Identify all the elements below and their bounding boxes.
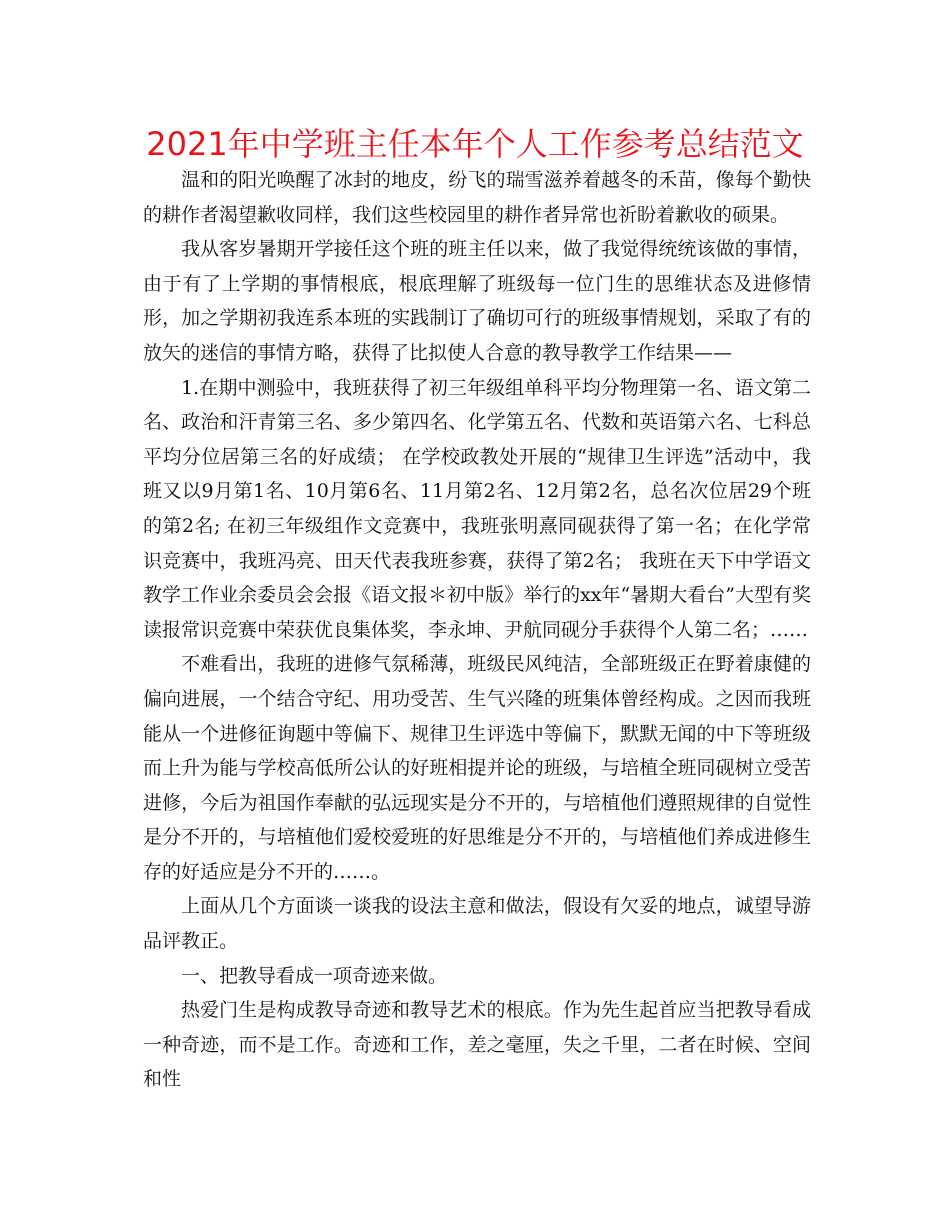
section-heading-one: 一、把教导看成一项奇迹来做。 xyxy=(181,964,448,987)
document-body xyxy=(143,163,811,1097)
paragraph-transition: 上面从几个方面谈一谈我的设法主意和做法，假设有欠妥的地点，诚望导游品评教正。 xyxy=(143,895,811,953)
paragraph-intro: 温和的阳光唤醒了冰封的地皮，纷飞的瑞雪滋养着越冬的禾苗，像每个勤快的耕作者渴望歉收同样，我们这些校园里的耕作者异常也祈盼着歉收的硕果。 xyxy=(143,169,811,226)
paragraph-achievements: 1.在期中测验中，我班获得了初三年级组单科平均分物理第一名、语文第二名、政治和汗青第三名、多少第四名、化学第五名、代数和英语第六名、七科总平均分位居第三名的好成绩； 在学校政教处开展的“规律卫生评选”活动中，我班又以9月第1名、10月第6名、11月第2名、12月第2名，总名次位居29个班的第2名; 在初三年级组作文竞赛中，我班张明熹同砚获得了第一名；在化学常识竞赛中，我班冯亮、田天代表我班参赛，获得了第2名； 我班在天下中学语文教学工作业余委员会会报《语文报＊初中版》举行的xx年“暑期大看台”大型有奖读报常识竞赛中荣获优良集体奖，李永坤、尹航同砚分手获得个人第二名；…… xyxy=(143,376,811,641)
paragraph-overview: 我从客岁暑期开学接任这个班的班主任以来，做了我觉得统统该做的事情，由于有了上学期的事情根底，根底理解了班级每一位门生的思维状态及进修情形，加之学期初我连系本班的实践制订了确切可行的班级事情规划，采取了有的放矢的迷信的事情方略，获得了比拟使人合意的教导教学工作结果—— xyxy=(143,238,811,364)
paragraph-section-one: 热爱门生是构成教导奇迹和教导艺术的根底。作为先生起首应当把教导看成一种奇迹，而不是工作。奇迹和工作，差之毫厘，失之千里，二者在时候、空间和性 xyxy=(143,999,811,1091)
paragraph-analysis: 不难看出，我班的进修气氛稀薄，班级民风纯洁，全部班级正在野着康健的偏向进展，一个结合守纪、用功受苦、生气兴隆的班集体曾经构成。之因而我班能从一个进修征询题中等偏下、规律卫生评选中等偏下，默默无闻的中下等班级而上升为能与学校高低所公认的好班相提并论的班级，与培植全班同砚树立受苦进修，今后为祖国作奉献的弘远现实是分不开的，与培植他们遵照规律的自觉性是分不开的，与培植他们爱校爱班的好思维是分不开的，与培植他们养成进修生存的好适应是分不开的……。 xyxy=(143,653,811,883)
document-title: 2021年中学班主任本年个人工作参考总结范文 xyxy=(146,125,804,163)
